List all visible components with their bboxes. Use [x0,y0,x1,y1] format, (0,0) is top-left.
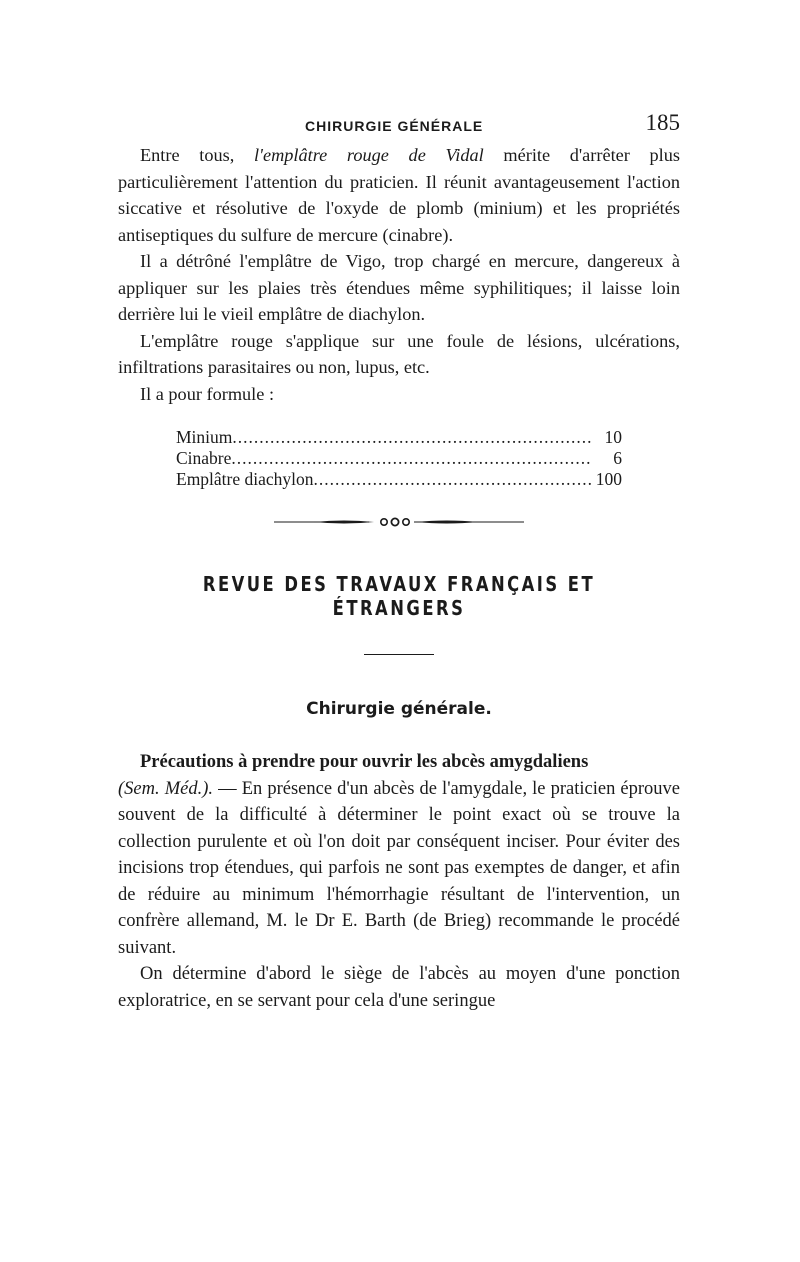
paragraph-1-rest: mérite d'arrêter plus particulièrement l'attention du praticien. Il réunit avantageusement l'action siccative et résolutive de l'oxyde de plomb (minium) et les propriétés antiseptiques du sulfure de mercure (cinabre). [118,145,681,245]
formula-table [176,427,622,490]
section-title: REVUE DES TRAVAUX FRANÇAIS ET ÉTRANGERS [202,572,596,620]
paragraph-2: Il a détrôné l'emplâtre de Vigo, trop chargé en mercure, dangereux à appliquer sur les plaies très étendues même syphilitiques; il laisse loin derrière lui le vieil emplâtre de diachylon. [118,251,680,324]
italic-product-name: l'emplâtre rouge de Vidal [253,145,484,165]
ingredient-quantity: 10 [604,427,622,447]
page-header [118,108,680,142]
paragraph-1 [118,142,680,248]
ingredient-quantity: 6 [613,448,622,468]
leader-dots [314,469,592,490]
ingredient-quantity: 100 [595,469,622,489]
article-source: (Sem. Méd.). [118,778,213,799]
article-paragraph-2: On détermine d'abord le siège de l'abcès au moyen d'une ponction exploratrice, en se servant pour cela d'une seringue [118,964,680,1011]
subsection-title: Chirurgie générale. [306,699,492,719]
leader-dots [232,427,592,448]
ornamental-divider [274,516,524,528]
formula-row [176,427,622,448]
article-paragraph-1 [118,749,680,961]
running-title: CHIRURGIE GÉNÉRALE [305,118,484,134]
page-number: 185 [645,110,680,135]
formula-row [176,448,622,469]
book-page [118,108,680,1014]
ingredient-name: Cinabre [176,448,232,468]
paragraph-4: Il a pour formule : [140,383,275,404]
formula-row [176,469,622,490]
ingredient-name: Emplâtre diachylon [176,469,314,489]
paragraph-1-start: Entre tous, [140,145,254,165]
short-rule [364,654,434,655]
article-paragraph-1-rest: — En présence d'un abcès de l'amygdale, le praticien éprouve souvent de la difficulté à déterminer le point exact où se trouve la collection purulente et où l'on doit par conséquent inciser. Pour éviter des incisions trop étendues, qui parfois ne sont pas exemptes de danger, et afin de réduire au minimum l'hémorrhagie résultant de l'intervention, un confrère allemand, M. le Dr E. Barth (de Brieg) recommande le procédé suivant. [118,778,681,958]
article-title: Précautions à prendre pour ouvrir les abcès amygdaliens [140,752,589,772]
ingredient-name: Minium [176,427,233,447]
paragraph-3: L'emplâtre rouge s'applique sur une foule de lésions, ulcérations, infiltrations parasitaires ou non, lupus, etc. [118,330,680,377]
article [118,749,680,1014]
leader-dots [231,448,592,469]
